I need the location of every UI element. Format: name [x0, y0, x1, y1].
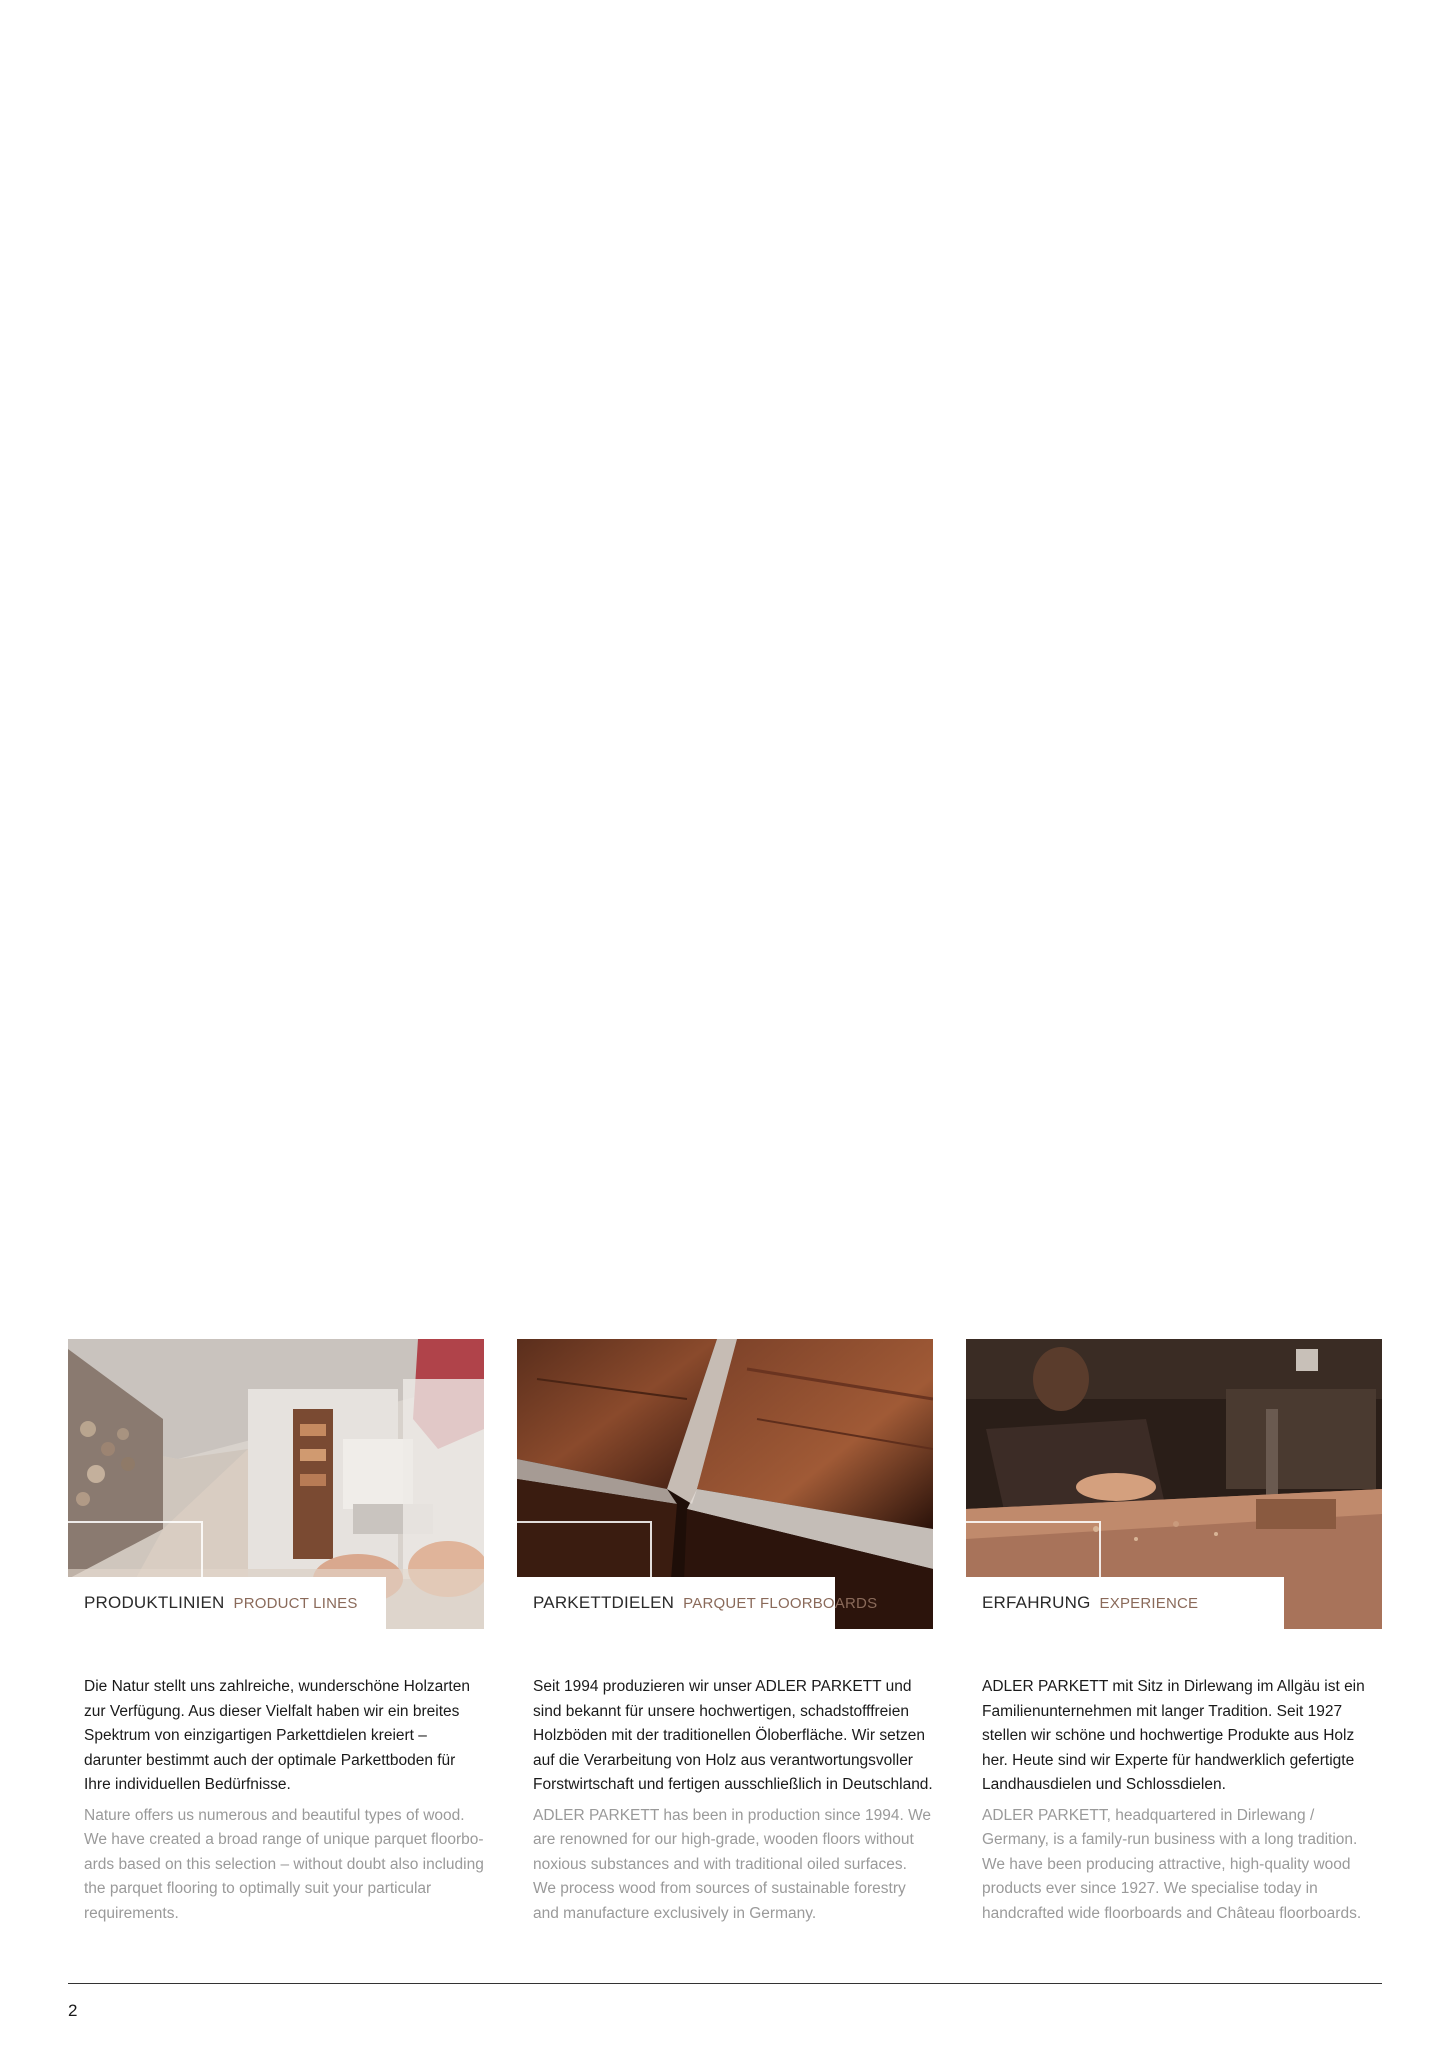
caption-subtitle: PRODUCT LINES: [233, 1594, 358, 1612]
english-paragraph: ADLER PARKETT, headquartered in Dirlewang / Germany, is a family-run business with a long tradition. We have been producing attractive, high-quality wood products ever since 1927. We specialise today in handcrafted wide floorboards and Château floorboards.: [982, 1806, 1362, 1922]
caption-bar: [966, 1577, 1284, 1629]
caption-title: ERFAHRUNG: [982, 1593, 1091, 1612]
column-product-lines: [68, 1339, 484, 1926]
footer-rule: [68, 1983, 1382, 1984]
column-parquet-floorboards: [517, 1339, 933, 1926]
photo-interior-corridor: [68, 1339, 484, 1629]
german-paragraph: ADLER PARKETT mit Sitz in Dirlewang im Allgäu ist ein Familienunternehmen mit langer Tradition. Seit 1927 stellen wir schöne und hochwertige Produkte aus Holz her. Heute sind wir Experte für handwerklich gefertigte Landhausdielen und Schlossdielen.: [982, 1678, 1365, 1793]
english-paragraph: Nature offers us numerous and beautiful types of wood. We have created a broad range of unique parquet floorbo-ards based on this selection – without doubt also including the parquet flooring to optimally suit your particular requirements.: [84, 1806, 484, 1922]
english-paragraph: ADLER PARKETT has been in production since 1994. We are renowned for our high-grade, wooden floors without noxious substances and with traditional oiled surfaces. We process wood from sources of sustainable forestry and manufacture exclusively in Germany.: [533, 1806, 932, 1922]
text-block: [966, 1675, 1382, 1926]
caption-bar: [68, 1577, 386, 1629]
caption-title: PRODUKTLINIEN: [84, 1593, 225, 1612]
text-block: [68, 1675, 484, 1926]
page-number: 2: [68, 2001, 78, 2020]
german-paragraph: Seit 1994 produzieren wir unser ADLER PARKETT und sind bekannt für unsere hochwertigen, schadstofffreien Holzböden mit der traditionellen Öloberfläche. Wir setzen auf die Verarbeitung von Holz aus verantwortungsvoller Forstwirtschaft und fertigen ausschließlich in Deutschland.: [533, 1678, 933, 1793]
caption-subtitle: EXPERIENCE: [1099, 1594, 1199, 1612]
caption-bar: [517, 1577, 878, 1629]
caption-subtitle: PARQUET FLOORBOARDS: [683, 1594, 878, 1612]
photo-craftsman: [966, 1339, 1382, 1629]
german-paragraph: Die Natur stellt uns zahlreiche, wunderschöne Holzarten zur Verfügung. Aus dieser Vielfalt haben wir ein breites Spektrum von einzigartigen Parkettdielen kreiert – darunter bestimmt auch der optimale Parkettboden für Ihre individuellen Bedürfnisse.: [84, 1678, 470, 1793]
caption-title: PARKETTDIELEN: [533, 1593, 675, 1612]
text-block: [517, 1675, 933, 1926]
column-experience: [966, 1339, 1382, 1926]
photo-floorboards: [517, 1339, 933, 1629]
